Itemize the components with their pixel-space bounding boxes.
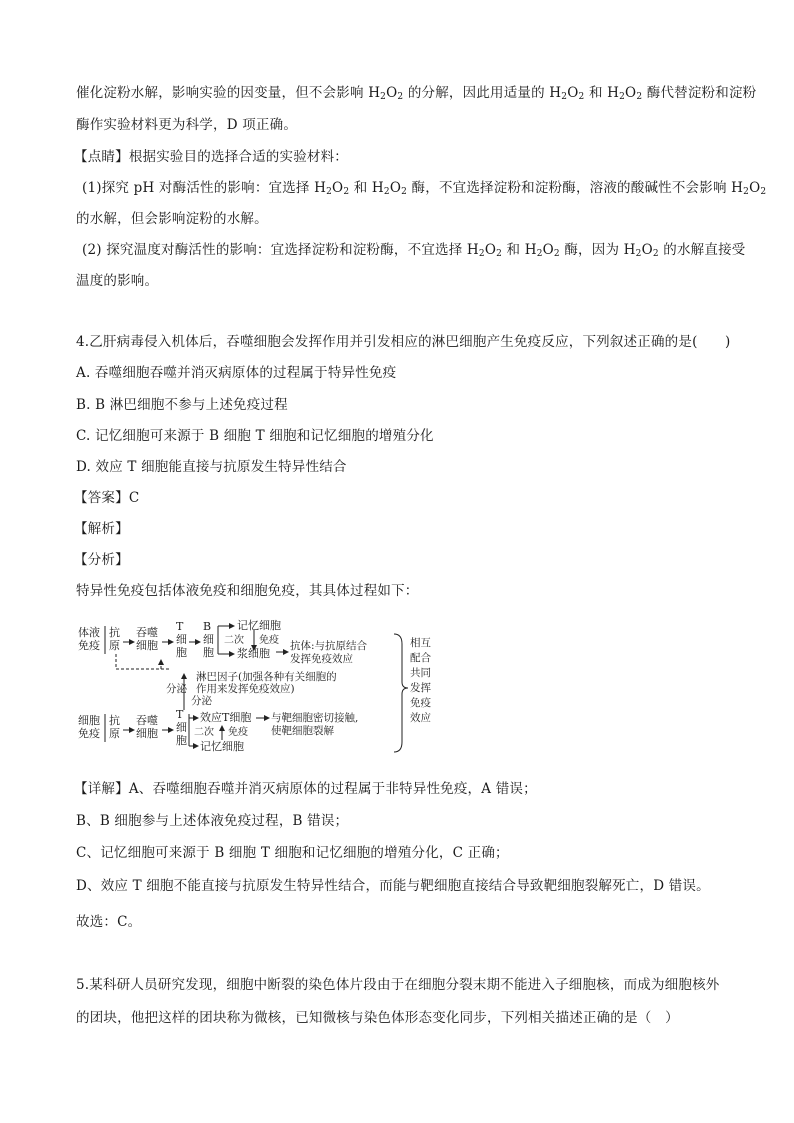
fenxi-label: 【分析】 <box>74 552 129 568</box>
option-c: C. 记忆细胞可来源于 B 细胞 T 细胞和记忆细胞的增殖分化 <box>76 428 434 444</box>
detail-label: 【详解】 <box>74 781 129 797</box>
phago-1b: 细胞 <box>136 639 158 652</box>
fenxi-text: 特异性免疫包括体液免疫和细胞免疫，其具体过程如下： <box>76 583 419 599</box>
svg-text:胞: 胞 <box>203 646 214 659</box>
t-cell-2: T <box>176 708 184 721</box>
detail-a: 【详解】A、吞噬细胞吞噬并消灭病原体的过程属于非特异性免疫，A 错误； <box>74 781 537 797</box>
paragraph-line: 催化淀粉水解，影响实验的因变量，但不会影响 $H_2O_2$ 的分解，因此用适量的 $H_2O_2$ 和 $H_2O_2$ 酶代替淀粉和淀粉 <box>76 85 757 102</box>
question-5-stem-cont: 的团块，他把这样的团块称为微核，已知微核与染色体形态变化同步，下列相关描述正确的是（ ） <box>76 1010 679 1026</box>
option-a: A. 吞噬细胞吞噬并消灭病原体的过程属于特异性免疫 <box>76 365 397 381</box>
immune-process-diagram <box>76 614 431 760</box>
svg-text:胞: 胞 <box>176 734 187 747</box>
cellular-label-1: 细胞 <box>78 714 100 727</box>
paragraph-line: 酶作实验材料更为科学，D 项正确。 <box>76 117 298 133</box>
svg-text:细: 细 <box>203 633 214 646</box>
question-5-stem: 5.某科研人员研究发现，细胞中断裂的染色体片段由于在细胞分裂末期不能进入子细胞核，而成为细胞核外 <box>76 977 720 993</box>
tip-line: 【点睛】根据实验目的选择合适的实验材料： <box>74 149 349 165</box>
antibody-text: 抗体:与抗原结合 <box>290 640 368 652</box>
svg-text:细: 细 <box>176 633 187 646</box>
detail-c: C、记忆细胞可来源于 B 细胞 T 细胞和记忆细胞的增殖分化，C 正确； <box>76 845 509 861</box>
option-b: B. B 淋巴细胞不参与上述免疫过程 <box>76 397 288 413</box>
svg-text:二次: 二次 <box>194 727 214 738</box>
svg-text:免疫: 免疫 <box>410 697 431 709</box>
svg-text:效应: 效应 <box>410 712 431 724</box>
plasma-cell: 浆细胞 <box>237 647 270 660</box>
detail-b: B、B 细胞参与上述体液免疫过程，B 错误； <box>76 813 349 829</box>
memory-cell-2: 记忆细胞 <box>200 740 244 753</box>
analysis-label: 【解析】 <box>74 521 129 537</box>
svg-text:分泌: 分泌 <box>191 695 212 707</box>
answer-value: C <box>128 490 140 506</box>
svg-text:使靶细胞裂解: 使靶细胞裂解 <box>271 725 334 737</box>
lymphokine: 淋巴因子(加强各种有关细胞的 <box>196 671 337 683</box>
svg-text:原: 原 <box>109 727 120 740</box>
svg-text:免疫: 免疫 <box>228 727 248 738</box>
svg-text:细胞: 细胞 <box>136 727 158 740</box>
svg-text:二次: 二次 <box>224 635 244 646</box>
svg-text:细: 细 <box>176 721 187 734</box>
tip-item-1: (1)探究 pH 对酶活性的影响：宜选择 $H_2O_2$ 和 $H_2O_2$ 酶，不宜选择淀粉和淀粉酶，溶液的酸碱性不会影响 $H_2O_2$ <box>82 180 767 197</box>
target-text: 与靶细胞密切接触, <box>271 712 359 724</box>
tip-label: 【点睛】 <box>74 149 129 165</box>
cellular-label-2: 免疫 <box>78 727 100 740</box>
t-cell-1: T <box>176 620 184 633</box>
svg-text:发挥免疫效应: 发挥免疫效应 <box>290 653 353 665</box>
answer-label: 【答案】 <box>74 490 129 506</box>
svg-text:分泌: 分泌 <box>166 683 187 695</box>
question-4-stem: 4.乙肝病毒侵入机体后，吞噬细胞会发挥作用并引发相应的淋巴细胞产生免疫反应，下列叙述正确的是( ) <box>76 334 731 350</box>
svg-text:作用来发挥免疫效应): 作用来发挥免疫效应) <box>196 683 295 695</box>
svg-text:吞噬: 吞噬 <box>136 714 158 727</box>
antigen-1: 抗 <box>109 626 120 639</box>
detail-d: D、效应 T 细胞不能直接与抗原发生特异性结合，而能与靶细胞直接结合导致靶细胞裂解死亡，D 错误。 <box>76 878 710 894</box>
choice-line: 故选：C。 <box>76 914 142 930</box>
tip-item-1-cont: 的水解，但会影响淀粉的水解。 <box>76 211 268 227</box>
antigen-1b: 原 <box>109 639 120 652</box>
svg-text:免疫: 免疫 <box>259 635 279 646</box>
answer-line <box>74 489 139 507</box>
option-d: D. 效应 T 细胞能直接与抗原发生特异性结合 <box>76 459 347 475</box>
humoral-label-1: 体液 <box>78 626 100 639</box>
svg-text:共同: 共同 <box>410 667 431 679</box>
svg-text:配合: 配合 <box>410 652 431 664</box>
svg-text:发挥: 发挥 <box>410 682 431 694</box>
effector-t-cell: 效应T细胞 <box>200 711 252 724</box>
tip-item-2: (2) 探究温度对酶活性的影响：宜选择淀粉和淀粉酶，不宜选择 $H_2O_2$ 和 $H_2O_2$ 酶，因为 $H_2O_2$ 的水解直接受 <box>82 242 746 259</box>
memory-cell-1: 记忆细胞 <box>237 619 281 632</box>
b-cell: B <box>203 620 212 633</box>
svg-text:胞: 胞 <box>176 646 187 659</box>
svg-text:抗: 抗 <box>109 714 120 727</box>
humoral-label-2: 免疫 <box>78 639 100 652</box>
tip-item-2-cont: 温度的影响。 <box>76 273 159 289</box>
phago-1: 吞噬 <box>136 626 158 639</box>
cooperate-text: 相互 <box>410 637 431 649</box>
